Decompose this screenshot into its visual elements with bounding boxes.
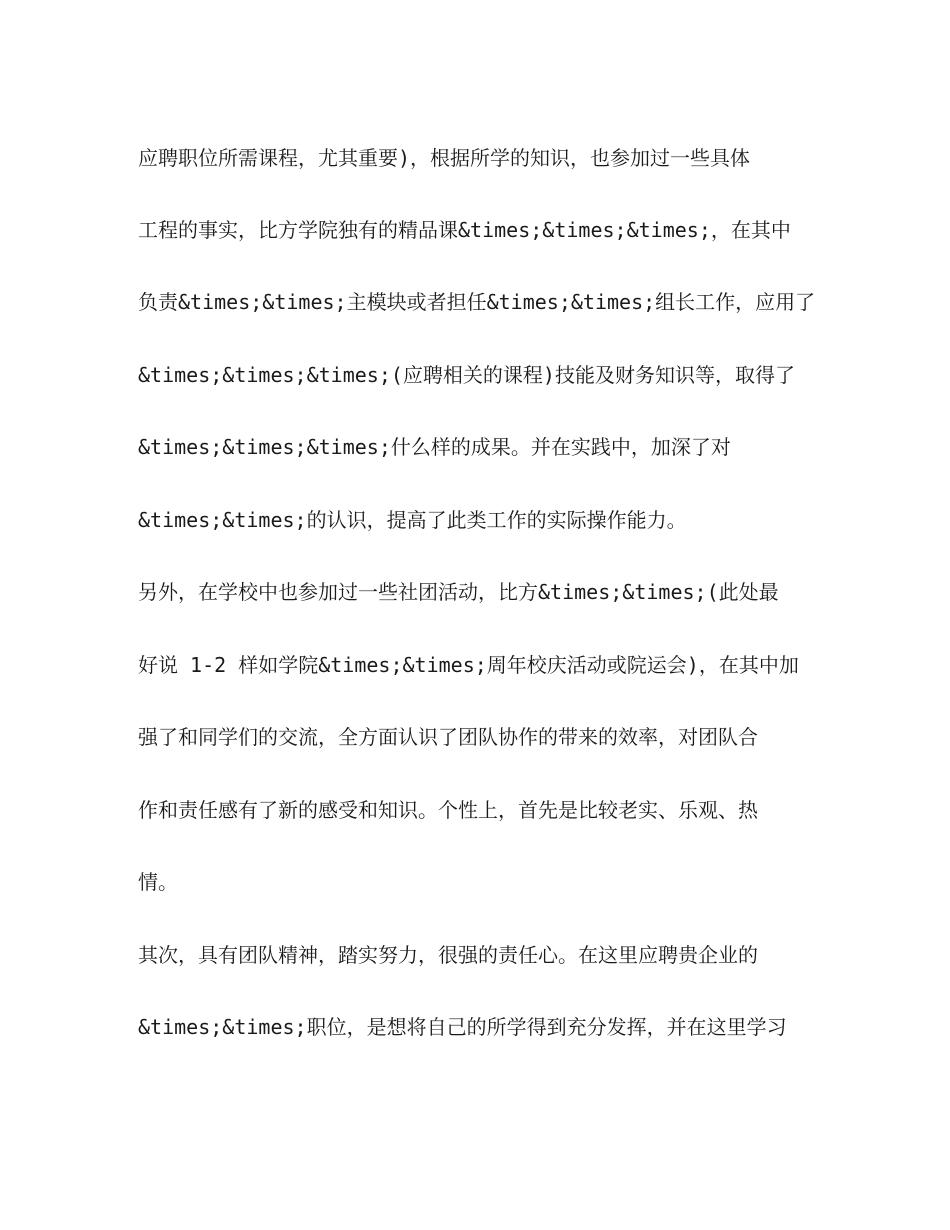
text-line: &times;&times;&times;什么样的成果。并在实践中，加深了对 xyxy=(138,435,731,459)
text-line: &times;&times;职位，是想将自己的所学得到充分发挥，并在这里学习 xyxy=(138,1015,787,1039)
text-line: 应聘职位所需课程，尤其重要)，根据所学的知识，也参加过一些具体 xyxy=(138,146,751,170)
text-line: 其次，具有团队精神，踏实努力，很强的责任心。在这里应聘贵企业的 xyxy=(138,943,758,967)
text-line: &times;&times;&times;(应聘相关的课程)技能及财务知识等，取得了 xyxy=(138,363,795,387)
text-line: 另外，在学校中也参加过一些社团活动，比方&times;&times;(此处最 xyxy=(138,580,779,604)
text-line: 好说 1-2 样如学院&times;&times;周年校庆活动或院运会)，在其中加 xyxy=(138,653,799,677)
text-line: &times;&times;的认识，提高了此类工作的实际操作能力。 xyxy=(138,508,687,532)
text-line: 情。 xyxy=(138,870,178,894)
text-line: 工程的事实，比方学院独有的精品课&times;&times;&times;，在其中 xyxy=(138,218,791,242)
text-line: 强了和同学们的交流，全方面认识了团队协作的带来的效率，对团队合 xyxy=(138,725,758,749)
text-line: 作和责任感有了新的感受和知识。个性上，首先是比较老实、乐观、热 xyxy=(138,798,758,822)
text-line: 负责&times;&times;主模块或者担任&times;&times;组长工作，应用了 xyxy=(138,290,816,314)
